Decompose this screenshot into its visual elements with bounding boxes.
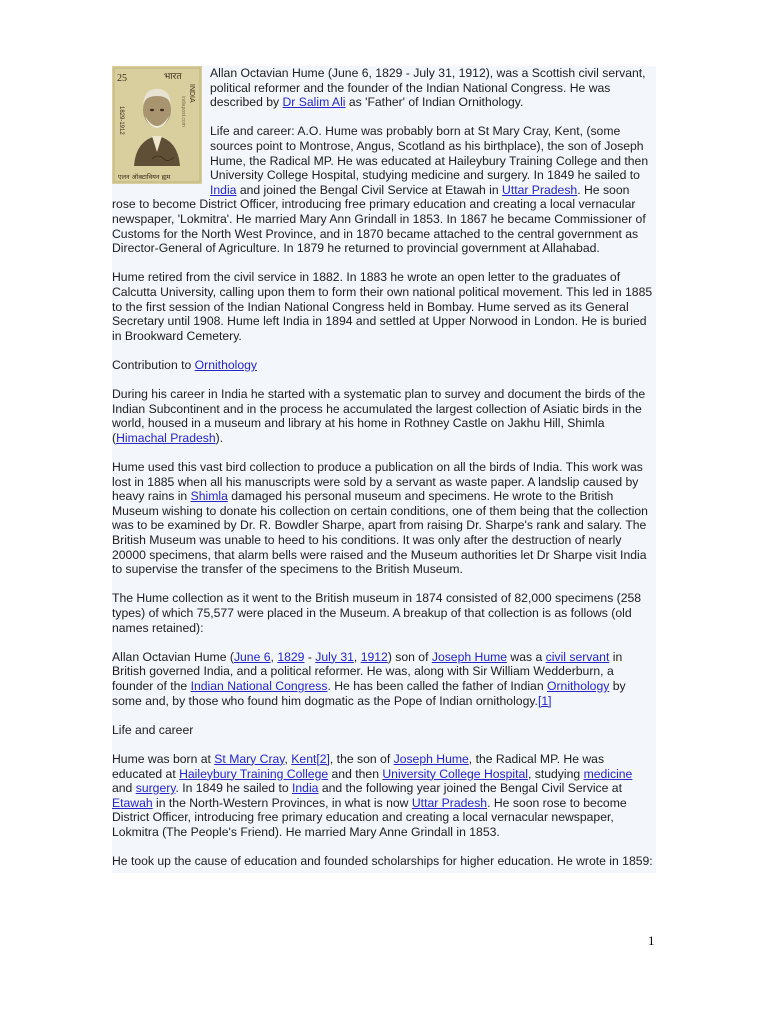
biography-paragraph: Allan Octavian Hume (June 6, 1829 - July 31, 1912) son of Joseph Hume was a civil servant in British governed India, and a political reformer. He was, along with Sir William Wedderburn, a founder of the Indian National Congress. He has been called the father of Indian Ornithology by some and, by those who found him dogmatic as the Pope of Indian ornithology.[1]	[112, 649, 626, 708]
link-medicine[interactable]: medicine	[583, 766, 633, 781]
hume-portrait-stamp	[112, 66, 202, 184]
link-july-31[interactable]: July 31	[315, 649, 354, 664]
link-himachal-pradesh[interactable]: Himachal Pradesh	[116, 430, 216, 445]
link-1912[interactable]: 1912	[360, 649, 388, 664]
early-life-paragraph: Hume was born at St Mary Cray, Kent[2], the son of Joseph Hume, the Radical MP. He was educated at Haileybury Training College and then University College Hospital, studying medicine and surgery. In 1849 he sailed to India and the following year joined the Bengal Civil Service at Etawah in the North-Western Provinces, in what is now Uttar Pradesh. He soon rose to become District Officer, introducing free primary education and creating a local vernacular newspaper, Lokmitra (The People's Friend). He married Mary Anne Grindall in 1853.	[112, 751, 633, 839]
museum-paragraph: The Hume collection as it went to the British museum in 1874 consisted of 82,000 specimens (258 types) of which 75,577 were placed in the Museum. A breakup of that collection is as follows (old names retained):	[112, 591, 642, 635]
stamp-watermark: indiapost.com	[180, 96, 186, 127]
link-indian-national-congress[interactable]: Indian National Congress	[190, 678, 328, 693]
ornithology-heading: Contribution to Ornithology	[112, 357, 257, 372]
link-kent[interactable]: Kent[2]	[291, 751, 330, 766]
link-university-college-hospital[interactable]: University College Hospital	[382, 766, 528, 781]
link-india-2[interactable]: India	[292, 781, 319, 796]
link-ornithology[interactable]: Ornithology	[194, 357, 257, 372]
link-haileybury-training-college[interactable]: Haileybury Training College	[179, 766, 329, 781]
life-career-paragraph: Life and career: A.O. Hume was probably born at St Mary Cray, Kent, (some sources point to Montrose, Angus, Scotland as his birthplace), the son of Joseph Hume, the Radical MP. He was educated at Haileybury Training College and then University College Hospital, studying medicine and surgery. In 1849 he sailed to India and joined the Bengal Civil Service at Etawah in Uttar Pradesh. He soon rose to become District Officer, introducing free primary education and creating a local vernacular newspaper, 'Lokmitra'. He married Mary Ann Grindall in 1853. In 1867 he became Commissioner of Customs for the North West Province, and in 1870 became attached to the central government as Director-General of Agriculture. In 1879 he returned to provincial government at Allahabad.	[112, 124, 649, 256]
link-st-mary-cray[interactable]: St Mary Cray	[214, 751, 285, 766]
link-surgery[interactable]: surgery	[135, 781, 176, 796]
link-dr-salim-ali[interactable]: Dr Salim Ali	[282, 95, 346, 110]
link-shimla[interactable]: Shimla	[190, 489, 228, 504]
document-body	[112, 66, 656, 873]
stamp-years: 1829-1912	[118, 106, 124, 135]
link-uttar-pradesh-2[interactable]: Uttar Pradesh	[411, 795, 488, 810]
stamp-caption-hindi: एलन ऑक्टावियन ह्यम	[118, 173, 171, 181]
survey-paragraph: During his career in India he started with a systematic plan to survey and document the birds of the Indian Subcontinent and in the process he accumulated the largest collection of Asiatic birds in the world, housed in a museum and library at his home in Rothney Castle on Jakhu Hill, Shimla (Himachal Pradesh).	[112, 387, 646, 445]
link-footnote-1[interactable]: [1]	[537, 693, 552, 708]
collection-paragraph: Hume used this vast bird collection to produce a publication on all the birds of India. This work was lost in 1885 when all his manuscripts were sold by a servant as waste paper. A landslip caused by heavy rains in Shimla damaged his personal museum and specimens. He wrote to the British Museum wishing to donate his collection on certain conditions, one of them being that the collection was to be examined by Dr. R. Bowdler Sharpe, apart from raising Dr. Sharpe's rank and salary. The British Museum was unable to heed to his conditions. It was only after the destruction of nearly 20000 specimens, that alarm bells were raised and the Museum authorities let Dr Sharpe visit India to supervise the transfer of the specimens to the British Museum.	[112, 460, 648, 577]
link-1829[interactable]: 1829	[277, 649, 305, 664]
link-uttar-pradesh[interactable]: Uttar Pradesh	[502, 182, 578, 197]
page-number: 1	[648, 933, 655, 948]
stamp-country-hindi: भारत	[164, 72, 182, 82]
link-etawah[interactable]: Etawah	[112, 795, 153, 810]
link-ornithology-2[interactable]: Ornithology	[547, 678, 610, 693]
stamp-value: 25	[117, 73, 127, 84]
link-joseph-hume[interactable]: Joseph Hume	[431, 649, 508, 664]
life-career-heading: Life and career	[112, 722, 194, 737]
link-june-6[interactable]: June 6	[233, 649, 271, 664]
intro-paragraph: Allan Octavian Hume (June 6, 1829 - July 31, 1912), was a Scottish civil servant, political reformer and the founder of the Indian National Congress. He was described by Dr Salim Ali as 'Father' of Indian Ornithology.	[210, 66, 646, 110]
link-india[interactable]: India	[210, 182, 237, 197]
link-joseph-hume-2[interactable]: Joseph Hume	[393, 751, 469, 766]
stamp-country-english: INDIA	[188, 84, 195, 103]
retirement-paragraph: Hume retired from the civil service in 1882. In 1883 he wrote an open letter to the graduates of Calcutta University, calling upon them to form their own national political movement. This led in 1885 to the first session of the Indian National Congress held in Bombay. Hume served as its General Secretary until 1908. Hume left India in 1894 and settled at Upper Norwood in London. He is buried in Brookward Cemetery.	[112, 270, 653, 343]
education-paragraph: He took up the cause of education and founded scholarships for higher education. He wrote in 1859:	[112, 854, 653, 869]
link-civil-servant[interactable]: civil servant	[545, 649, 610, 664]
